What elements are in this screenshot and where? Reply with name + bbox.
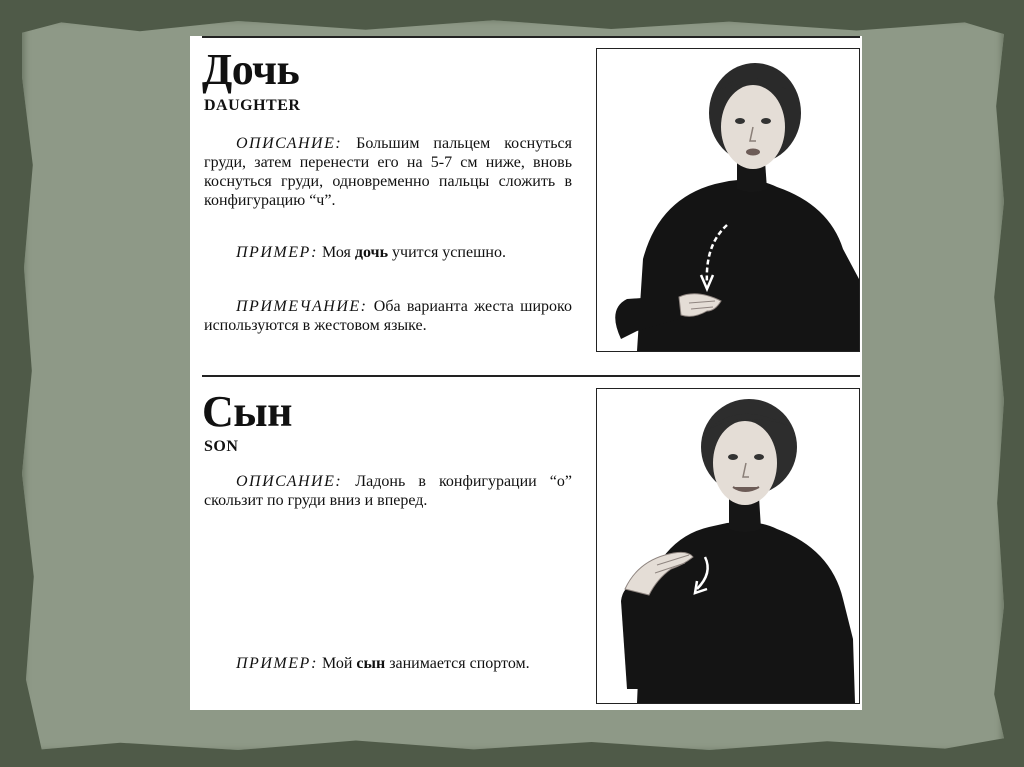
- entry-word: Дочь: [202, 45, 300, 94]
- example-text-before: Моя: [321, 244, 351, 261]
- entry-example: [204, 243, 572, 262]
- dictionary-page: [190, 36, 862, 710]
- example-text-after: учится успешно.: [392, 244, 506, 261]
- note-text: Оба варианта жеста широко используются в жестовом языке.: [204, 298, 572, 334]
- entry-son: [190, 376, 862, 710]
- example-text-before: Мой: [321, 655, 353, 672]
- description-label: ОПИСАНИЕ:: [236, 135, 343, 152]
- note-label: ПРИМЕЧАНИЕ:: [236, 298, 368, 315]
- description-text: Ладонь в конфигурации “о” скользит по груди вниз и вперед.: [204, 473, 573, 509]
- gesture-photo-daughter: [596, 48, 860, 352]
- entry-english: SON: [204, 438, 239, 455]
- example-keyword: дочь: [354, 244, 389, 261]
- entry-description: [204, 472, 572, 510]
- entry-word: Сын: [202, 387, 292, 436]
- example-keyword: сын: [356, 655, 386, 672]
- example-text-after: занимается спортом.: [389, 655, 530, 672]
- entry-description: [204, 134, 572, 210]
- example-label: ПРИМЕР:: [236, 244, 318, 261]
- gesture-photo-son: [596, 388, 860, 704]
- description-label: ОПИСАНИЕ:: [236, 473, 343, 490]
- example-label: ПРИМЕР:: [236, 655, 318, 672]
- entry-example: [204, 654, 572, 673]
- entry-daughter: [190, 36, 862, 374]
- entry-english: DAUGHTER: [204, 97, 301, 114]
- entry-note: [204, 297, 572, 335]
- description-text: Большим пальцем коснуться груди, затем перенести его на 5-7 см ниже, вновь коснуться груди, одновременно пальцы сложить в конфигурацию “ч”.: [204, 135, 572, 209]
